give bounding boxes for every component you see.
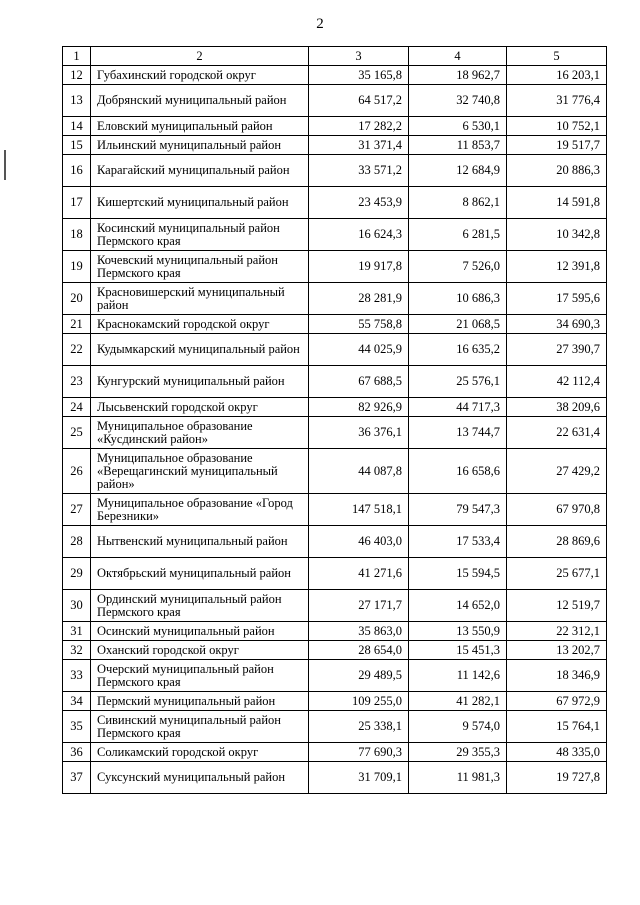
- municipality-name-cell: Оханский городской округ: [91, 641, 309, 660]
- column-3-value-cell: 27 171,7: [309, 590, 409, 622]
- row-number-cell: 33: [63, 660, 91, 692]
- column-3-value-cell: 23 453,9: [309, 187, 409, 219]
- municipality-name-cell: Осинский муниципальный район: [91, 622, 309, 641]
- table-row: [63, 136, 607, 155]
- column-3-value-cell: 46 403,0: [309, 526, 409, 558]
- column-5-value-cell: 27 390,7: [507, 334, 607, 366]
- table-row: [63, 494, 607, 526]
- column-3-value-cell: 44 025,9: [309, 334, 409, 366]
- municipality-name-cell: Сивинский муниципальный район Пермского края: [91, 711, 309, 743]
- table-row: [63, 526, 607, 558]
- municipality-name-cell: Краснокамский городской округ: [91, 315, 309, 334]
- municipality-name-cell: Муниципальное образование «Кусдинский район»: [91, 417, 309, 449]
- column-3-value-cell: 82 926,9: [309, 398, 409, 417]
- column-3-value-cell: 29 489,5: [309, 660, 409, 692]
- column-3-value-cell: 35 863,0: [309, 622, 409, 641]
- row-number-cell: 15: [63, 136, 91, 155]
- column-3-value-cell: 109 255,0: [309, 692, 409, 711]
- column-5-value-cell: 17 595,6: [507, 283, 607, 315]
- column-3-value-cell: 17 282,2: [309, 117, 409, 136]
- row-number-cell: 23: [63, 366, 91, 398]
- column-3-value-cell: 41 271,6: [309, 558, 409, 590]
- column-3-value-cell: 67 688,5: [309, 366, 409, 398]
- row-number-cell: 16: [63, 155, 91, 187]
- column-3-value-cell: 31 709,1: [309, 762, 409, 794]
- column-header: 5: [507, 47, 607, 66]
- budget-table: [62, 46, 607, 794]
- row-number-cell: 20: [63, 283, 91, 315]
- row-number-cell: 22: [63, 334, 91, 366]
- table-row: [63, 449, 607, 494]
- row-number-cell: 24: [63, 398, 91, 417]
- column-4-value-cell: 16 635,2: [409, 334, 507, 366]
- row-number-cell: 19: [63, 251, 91, 283]
- column-4-value-cell: 8 862,1: [409, 187, 507, 219]
- column-header: 4: [409, 47, 507, 66]
- column-4-value-cell: 15 594,5: [409, 558, 507, 590]
- table-row: [63, 743, 607, 762]
- row-number-cell: 17: [63, 187, 91, 219]
- column-4-value-cell: 25 576,1: [409, 366, 507, 398]
- scan-margin-mark: [4, 150, 6, 180]
- municipality-name-cell: Красновишерский муниципальный район: [91, 283, 309, 315]
- column-5-value-cell: 27 429,2: [507, 449, 607, 494]
- municipality-name-cell: Кочевский муниципальный район Пермского края: [91, 251, 309, 283]
- column-3-value-cell: 16 624,3: [309, 219, 409, 251]
- column-5-value-cell: 18 346,9: [507, 660, 607, 692]
- column-5-value-cell: 13 202,7: [507, 641, 607, 660]
- column-5-value-cell: 19 517,7: [507, 136, 607, 155]
- table-row: [63, 622, 607, 641]
- column-5-value-cell: 22 631,4: [507, 417, 607, 449]
- column-4-value-cell: 16 658,6: [409, 449, 507, 494]
- row-number-cell: 35: [63, 711, 91, 743]
- table-row: [63, 590, 607, 622]
- municipality-name-cell: Очерский муниципальный район Пермского края: [91, 660, 309, 692]
- column-5-value-cell: 67 972,9: [507, 692, 607, 711]
- municipality-name-cell: Лысьвенский городской округ: [91, 398, 309, 417]
- municipality-name-cell: Еловский муниципальный район: [91, 117, 309, 136]
- table-row: [63, 762, 607, 794]
- row-number-cell: 14: [63, 117, 91, 136]
- column-5-value-cell: 12 519,7: [507, 590, 607, 622]
- column-4-value-cell: 41 282,1: [409, 692, 507, 711]
- table-row: [63, 315, 607, 334]
- column-4-value-cell: 9 574,0: [409, 711, 507, 743]
- row-number-cell: 12: [63, 66, 91, 85]
- column-4-value-cell: 14 652,0: [409, 590, 507, 622]
- row-number-cell: 37: [63, 762, 91, 794]
- municipality-name-cell: Пермский муниципальный район: [91, 692, 309, 711]
- municipality-name-cell: Карагайский муниципальный район: [91, 155, 309, 187]
- municipality-name-cell: Кунгурский муниципальный район: [91, 366, 309, 398]
- municipality-name-cell: Суксунский муниципальный район: [91, 762, 309, 794]
- row-number-cell: 21: [63, 315, 91, 334]
- row-number-cell: 28: [63, 526, 91, 558]
- column-4-value-cell: 79 547,3: [409, 494, 507, 526]
- column-3-value-cell: 36 376,1: [309, 417, 409, 449]
- column-4-value-cell: 11 853,7: [409, 136, 507, 155]
- column-5-value-cell: 15 764,1: [507, 711, 607, 743]
- municipality-name-cell: Нытвенский муниципальный район: [91, 526, 309, 558]
- column-4-value-cell: 17 533,4: [409, 526, 507, 558]
- table-row: [63, 283, 607, 315]
- row-number-cell: 32: [63, 641, 91, 660]
- row-number-cell: 13: [63, 85, 91, 117]
- table-row: [63, 366, 607, 398]
- municipality-name-cell: Кудымкарский муниципальный район: [91, 334, 309, 366]
- table-row: [63, 251, 607, 283]
- column-3-value-cell: 33 571,2: [309, 155, 409, 187]
- column-5-value-cell: 20 886,3: [507, 155, 607, 187]
- table-row: [63, 692, 607, 711]
- column-4-value-cell: 13 550,9: [409, 622, 507, 641]
- column-4-value-cell: 11 142,6: [409, 660, 507, 692]
- municipality-name-cell: Соликамский городской округ: [91, 743, 309, 762]
- table-header-row: [63, 47, 607, 66]
- municipality-name-cell: Муниципальное образование «Город Березники»: [91, 494, 309, 526]
- column-4-value-cell: 29 355,3: [409, 743, 507, 762]
- column-4-value-cell: 11 981,3: [409, 762, 507, 794]
- column-header: 2: [91, 47, 309, 66]
- row-number-cell: 31: [63, 622, 91, 641]
- table-row: [63, 187, 607, 219]
- row-number-cell: 27: [63, 494, 91, 526]
- row-number-cell: 36: [63, 743, 91, 762]
- table-row: [63, 334, 607, 366]
- column-4-value-cell: 15 451,3: [409, 641, 507, 660]
- column-header: 1: [63, 47, 91, 66]
- table-row: [63, 66, 607, 85]
- column-5-value-cell: 19 727,8: [507, 762, 607, 794]
- column-3-value-cell: 28 654,0: [309, 641, 409, 660]
- column-5-value-cell: 34 690,3: [507, 315, 607, 334]
- row-number-cell: 34: [63, 692, 91, 711]
- row-number-cell: 26: [63, 449, 91, 494]
- table-row: [63, 417, 607, 449]
- table-row: [63, 117, 607, 136]
- column-4-value-cell: 13 744,7: [409, 417, 507, 449]
- column-4-value-cell: 6 530,1: [409, 117, 507, 136]
- column-5-value-cell: 42 112,4: [507, 366, 607, 398]
- column-3-value-cell: 28 281,9: [309, 283, 409, 315]
- column-5-value-cell: 22 312,1: [507, 622, 607, 641]
- municipality-name-cell: Муниципальное образование «Верещагинский муниципальный район»: [91, 449, 309, 494]
- column-header: 3: [309, 47, 409, 66]
- column-3-value-cell: 31 371,4: [309, 136, 409, 155]
- column-4-value-cell: 21 068,5: [409, 315, 507, 334]
- table-row: [63, 711, 607, 743]
- column-4-value-cell: 18 962,7: [409, 66, 507, 85]
- column-3-value-cell: 147 518,1: [309, 494, 409, 526]
- column-4-value-cell: 44 717,3: [409, 398, 507, 417]
- column-3-value-cell: 35 165,8: [309, 66, 409, 85]
- row-number-cell: 29: [63, 558, 91, 590]
- column-3-value-cell: 64 517,2: [309, 85, 409, 117]
- column-5-value-cell: 10 342,8: [507, 219, 607, 251]
- column-3-value-cell: 77 690,3: [309, 743, 409, 762]
- column-5-value-cell: 14 591,8: [507, 187, 607, 219]
- column-5-value-cell: 28 869,6: [507, 526, 607, 558]
- table-row: [63, 219, 607, 251]
- column-5-value-cell: 12 391,8: [507, 251, 607, 283]
- municipality-name-cell: Губахинский городской округ: [91, 66, 309, 85]
- municipality-name-cell: Добрянский муниципальный район: [91, 85, 309, 117]
- table-row: [63, 558, 607, 590]
- column-3-value-cell: 55 758,8: [309, 315, 409, 334]
- column-5-value-cell: 48 335,0: [507, 743, 607, 762]
- column-5-value-cell: 10 752,1: [507, 117, 607, 136]
- row-number-cell: 30: [63, 590, 91, 622]
- municipality-name-cell: Ординский муниципальный район Пермского края: [91, 590, 309, 622]
- column-4-value-cell: 10 686,3: [409, 283, 507, 315]
- column-4-value-cell: 7 526,0: [409, 251, 507, 283]
- municipality-name-cell: Косинский муниципальный район Пермского края: [91, 219, 309, 251]
- municipality-name-cell: Ильинский муниципальный район: [91, 136, 309, 155]
- row-number-cell: 18: [63, 219, 91, 251]
- column-4-value-cell: 6 281,5: [409, 219, 507, 251]
- table-row: [63, 641, 607, 660]
- municipality-name-cell: Октябрьский муниципальный район: [91, 558, 309, 590]
- table-row: [63, 85, 607, 117]
- column-5-value-cell: 31 776,4: [507, 85, 607, 117]
- table-row: [63, 398, 607, 417]
- table-row: [63, 660, 607, 692]
- column-5-value-cell: 25 677,1: [507, 558, 607, 590]
- column-5-value-cell: 38 209,6: [507, 398, 607, 417]
- column-5-value-cell: 67 970,8: [507, 494, 607, 526]
- table-row: [63, 155, 607, 187]
- row-number-cell: 25: [63, 417, 91, 449]
- column-3-value-cell: 19 917,8: [309, 251, 409, 283]
- page-number: 2: [316, 16, 324, 32]
- column-3-value-cell: 44 087,8: [309, 449, 409, 494]
- column-4-value-cell: 12 684,9: [409, 155, 507, 187]
- column-3-value-cell: 25 338,1: [309, 711, 409, 743]
- column-5-value-cell: 16 203,1: [507, 66, 607, 85]
- column-4-value-cell: 32 740,8: [409, 85, 507, 117]
- municipality-name-cell: Кишертский муниципальный район: [91, 187, 309, 219]
